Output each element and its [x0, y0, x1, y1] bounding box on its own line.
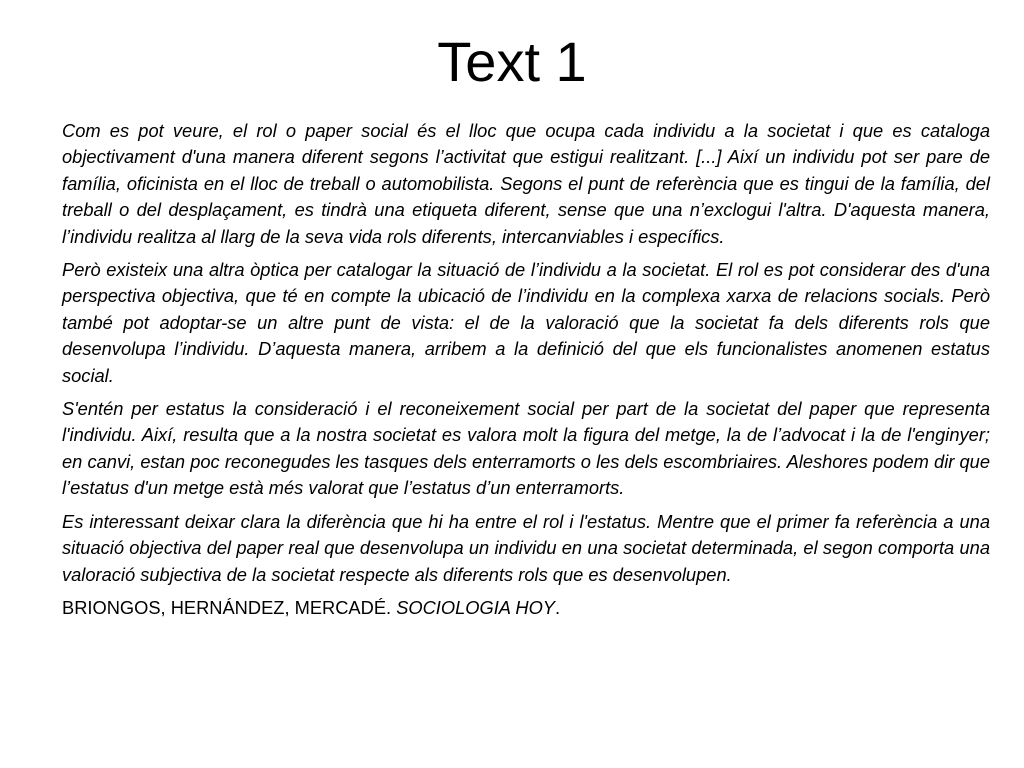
citation	[62, 595, 990, 621]
paragraph-3: S'entén per estatus la consideració i el reconeixement social per part de la societat del paper que representa l'individu. Així, resulta que a la nostra societat es valora molt la figura del metge, la de l’advocat i la de l'enginyer; en canvi, estan poc reconegudes les tasques dels enterramorts o les dels escombriaires. Aleshores podem dir que l’estatus d'un metge està més valorat que l’estatus d’un enterramorts.	[62, 398, 990, 499]
slide-body	[62, 118, 990, 621]
slide-title: Text 1	[437, 30, 587, 93]
citation-book-title: SOCIOLOGIA HOY	[396, 596, 555, 618]
paragraph-4: Es interessant deixar clara la diferència que hi ha entre el rol i l'estatus. Mentre que el primer fa referència a una situació objectiva del paper real que desenvolupa un individu en una societat determinada, el segon comporta una valoració subjectiva de la societat respecte als diferents rols que es desenvolupen.	[62, 510, 990, 585]
paragraph-2: Però existeix una altra òptica per catalogar la situació de l’individu a la societat. El rol es pot considerar des d'una perspectiva objectiva, que té en compte la ubicació de l’individu en la complexa xarxa de relacions socials. Però també pot adoptar-se un altre punt de vista: el de la valoració que la societat fa dels diferents rols que desenvolupa l’individu. D’aquesta manera, arribem a la definició del que els funcionalistes anomenen estatus social.	[62, 259, 990, 386]
citation-authors: BRIONGOS, HERNÁNDEZ, MERCADÉ.	[62, 596, 397, 618]
paragraph-1: Com es pot veure, el rol o paper social és el lloc que ocupa cada individu a la societat i que es cataloga objectivament d'una manera diferent segons l’activitat que estigui realitzant. [...] Així un individu pot ser pare de família, oficinista en el lloc de treball o automobilista. Segons el punt de referència que es tingui de la família, del treball o del desplaçament, es tindrà una etiqueta diferent, sense que una n’exclogui l'altra. D'aquesta manera, l’individu realitza al llarg de la seva vida rols diferents, intercanviables i específics.	[62, 120, 990, 247]
citation-end: .	[555, 596, 561, 618]
